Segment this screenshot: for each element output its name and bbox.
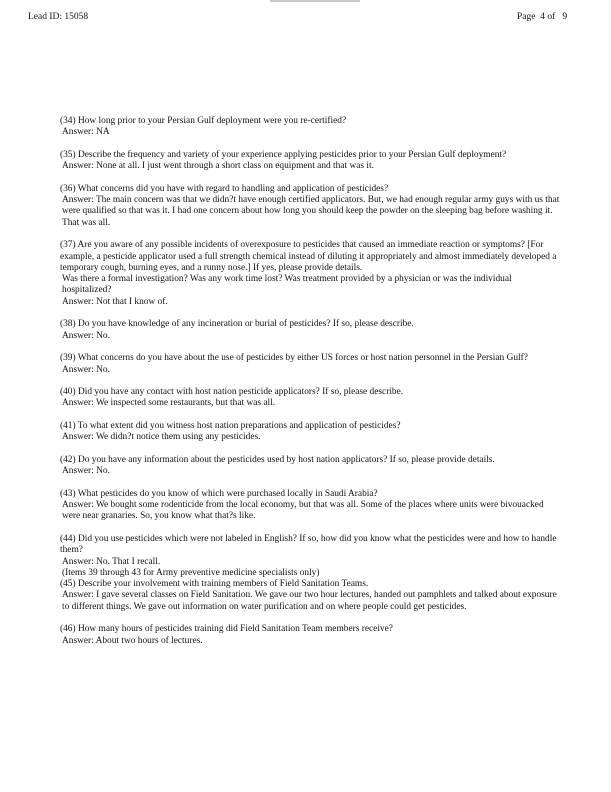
question-text: (45) Describe your involvement with training members of Field Sanitation Teams. [60, 579, 369, 590]
section-note: (Items 39 through 43 for Army preventive medicine specialists only) [62, 567, 320, 578]
question-text: (38) Do you have knowledge of any incineration or burial of pesticides? If so, please describe. [60, 319, 414, 330]
question-35 [60, 150, 560, 173]
answer-text: Answer: NA [62, 127, 110, 138]
question-45 [60, 579, 560, 613]
question-38 [60, 319, 560, 342]
question-text: (42) Do you have any information about the pesticides used by host nation applicators? If so, please provide details. [60, 454, 495, 465]
question-34 [60, 116, 560, 139]
answer-text: Answer: No. That I recall. [62, 556, 161, 567]
question-text: (44) Did you use pesticides which were not labeled in English? If so, how did you know what the pesticides were and how to handle them? [60, 533, 557, 556]
answer-text: Answer: No. [62, 330, 110, 341]
question-text: (46) How many hours of pesticides training did Field Sanitation Team members receive? [60, 624, 393, 635]
question-text: (40) Did you have any contact with host nation pesticide applicators? If so, please describe. [60, 387, 404, 398]
question-text: (36) What concerns did you have with regard to handling and application of pesticides? [60, 183, 389, 194]
question-44 [60, 534, 560, 579]
answer-text: Answer: No. [62, 364, 110, 375]
question-text: (34) How long prior to your Persian Gulf deployment were you re-certified? [60, 116, 347, 126]
question-42 [60, 455, 560, 478]
answer-text: Answer: We inspected some restaurants, but that was all. [62, 398, 276, 409]
question-40 [60, 387, 560, 410]
answer-text: Answer: The main concern was that we didn?t have enough certified applicators. But, we had enough regular army guys with us that were qualified so that was it. I had one concern about how long you should keep the powder on the sleeping bag before washing it. That was all. [62, 195, 560, 228]
question-46 [60, 624, 560, 647]
question-37 [60, 240, 560, 308]
question-39 [60, 353, 560, 376]
question-43 [60, 489, 560, 523]
answer-text: Answer: About two hours of lectures. [62, 635, 203, 646]
answer-text: Answer: We didn?t notice them using any pesticides. [62, 432, 261, 443]
answer-text: Answer: No. [62, 466, 110, 477]
question-36 [60, 184, 560, 229]
question-text: (37) Are you aware of any possible incidents of overexposure to pesticides that caused an immediate reaction or symptoms? [For example, a pesticide applicator used a full strength chemical instead of diluting it appropriately and almost immediately developed a temporary cough, burning eyes, and a runny nose.] If yes, please provide details. [60, 240, 557, 273]
answer-text: Answer: None at all. I just went through a short class on equipment and that was it. [62, 161, 374, 172]
scan-edge-line [270, 0, 360, 2]
answer-text: Answer: I gave several classes on Field Sanitation. We gave our two hour lectures, handed out pamphlets and talked about exposure to different things. We gave out information on water purification and on where people could get pesticides. [62, 590, 557, 612]
question-text: (35) Describe the frequency and variety of your experience applying pesticides prior to your Persian Gulf deployment? [60, 149, 507, 160]
page-number: Page 4 of 9 [517, 12, 568, 22]
question-text: (41) To what extent did you witness host nation preparations and application of pesticides? [60, 421, 401, 432]
answer-text: Answer: We bought some rodenticide from the local economy, but that was all. Some of the places where units were bivouacked were near granaries. So, you know what that?s like. [62, 500, 544, 522]
question-followup-text: Was there a formal investigation? Was any work time lost? Was treatment provided by a physician or was the individual hospitalized? [62, 274, 512, 296]
lead-id: Lead ID: 15058 [28, 12, 89, 22]
question-text: (39) What concerns do you have about the use of pesticides by either US forces or host nation personnel in the Persian Gulf? [60, 353, 528, 364]
answer-text: Answer: Not that I know of. [62, 296, 168, 307]
question-text: (43) What pesticides do you know of which were purchased locally in Saudi Arabia? [60, 488, 378, 499]
question-41 [60, 421, 560, 444]
questionnaire-body [60, 116, 560, 658]
